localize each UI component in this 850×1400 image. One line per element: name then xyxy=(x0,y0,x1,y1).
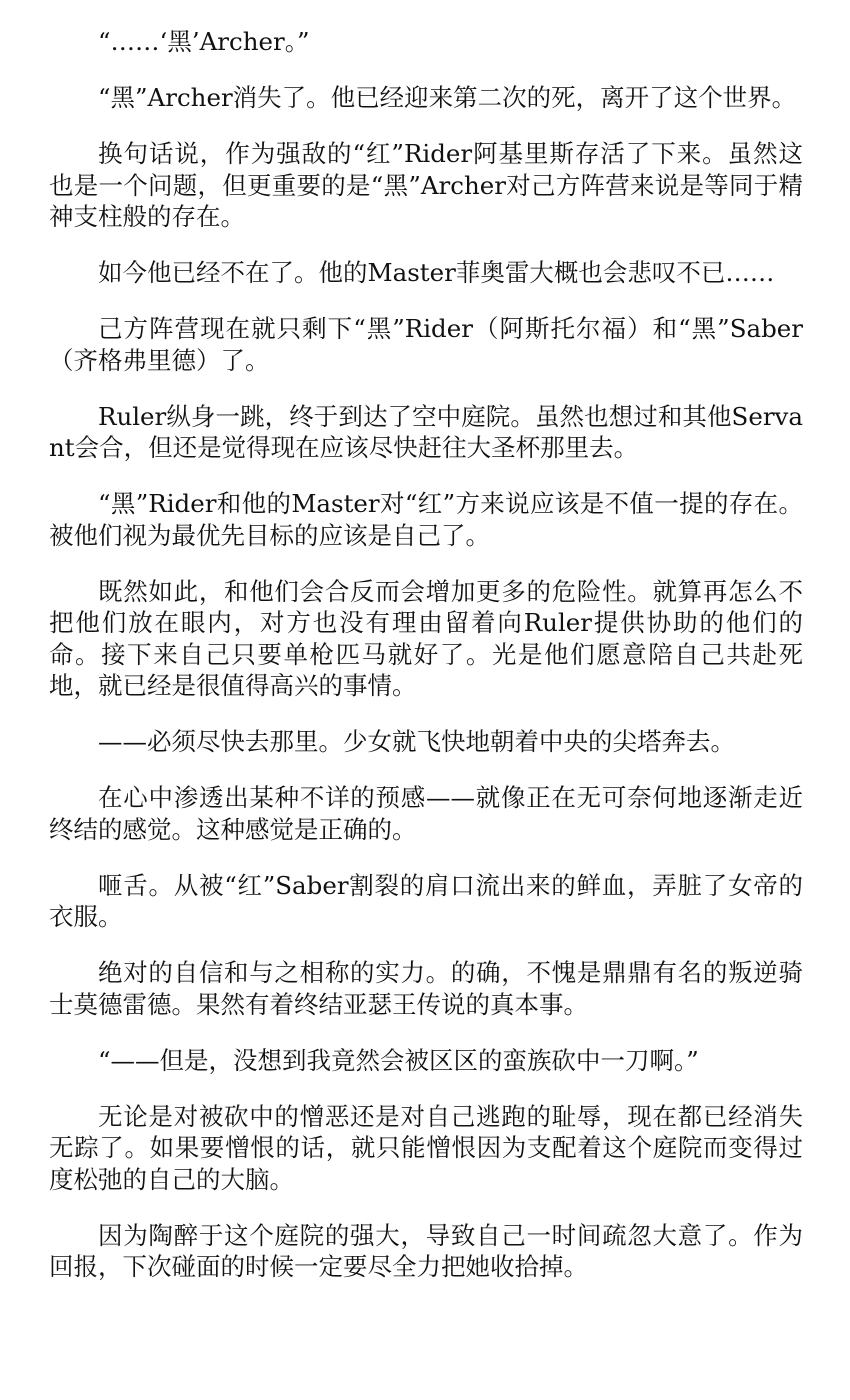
paragraph: ——必须尽快去那里。少女就飞快地朝着中央的尖塔奔去。 xyxy=(98,727,735,756)
paragraph: “……‘黑’Archer。” xyxy=(98,27,310,56)
paragraph: “黑”Rider和他的Master对“红”方来说应该是不值一提的存在。被他们视为最优先目标的应该是自己了。 xyxy=(49,489,803,550)
paragraph: 因为陶醉于这个庭院的强大，导致自己一时间疏忽大意了。作为回报，下次碰面的时候一定要尽全力把她收拾掉。 xyxy=(49,1220,803,1281)
paragraph: 绝对的自信和与之相称的实力。的确，不愧是鼎鼎有名的叛逆骑士莫德雷德。果然有着终结亚瑟王传说的真本事。 xyxy=(49,958,803,1019)
paragraph: “——但是，没想到我竟然会被区区的蛮族砍中一刀啊。” xyxy=(98,1045,699,1075)
document-page xyxy=(49,26,803,1307)
paragraph: 如今他已经不在了。他的Master菲奥雷大概也会悲叹不已…… xyxy=(98,258,775,287)
paragraph: 在心中渗透出某种不详的预感——就像正在无可奈何地逐渐走近终结的感觉。这种感觉是正确的。 xyxy=(49,783,803,844)
paragraph: 换句话说，作为强敌的“红”Rider阿基里斯存活了下来。虽然这也是一个问题，但更重要的是“黑”Archer对己方阵营来说是等同于精神支柱般的存在。 xyxy=(49,139,803,231)
paragraph: Ruler纵身一跳，终于到达了空中庭院。虽然也想过和其他Servant会合，但还是觉得现在应该尽快赶往大圣杯那里去。 xyxy=(49,401,803,462)
paragraph: 咂舌。从被“红”Saber割裂的肩口流出来的鲜血，弄脏了女帝的衣服。 xyxy=(49,870,803,931)
paragraph: 己方阵营现在就只剩下“黑”Rider（阿斯托尔福）和“黑”Saber（齐格弗里德）了。 xyxy=(49,314,803,375)
paragraph: 既然如此，和他们会合反而会增加更多的危险性。就算再怎么不把他们放在眼内，对方也没有理由留着向Ruler提供协助的他们的命。接下来自己只要单枪匹马就好了。光是他们愿意陪自己共赴死地，就已经是很值得高兴的事情。 xyxy=(49,576,803,700)
paragraph: “黑”Archer消失了。他已经迎来第二次的死，离开了这个世界。 xyxy=(98,83,797,112)
paragraph: 无论是对被砍中的憎恶还是对自己逃跑的耻辱，现在都已经消失无踪了。如果要憎恨的话，就只能憎恨因为支配着这个庭院而变得过度松弛的自己的大脑。 xyxy=(49,1101,803,1194)
